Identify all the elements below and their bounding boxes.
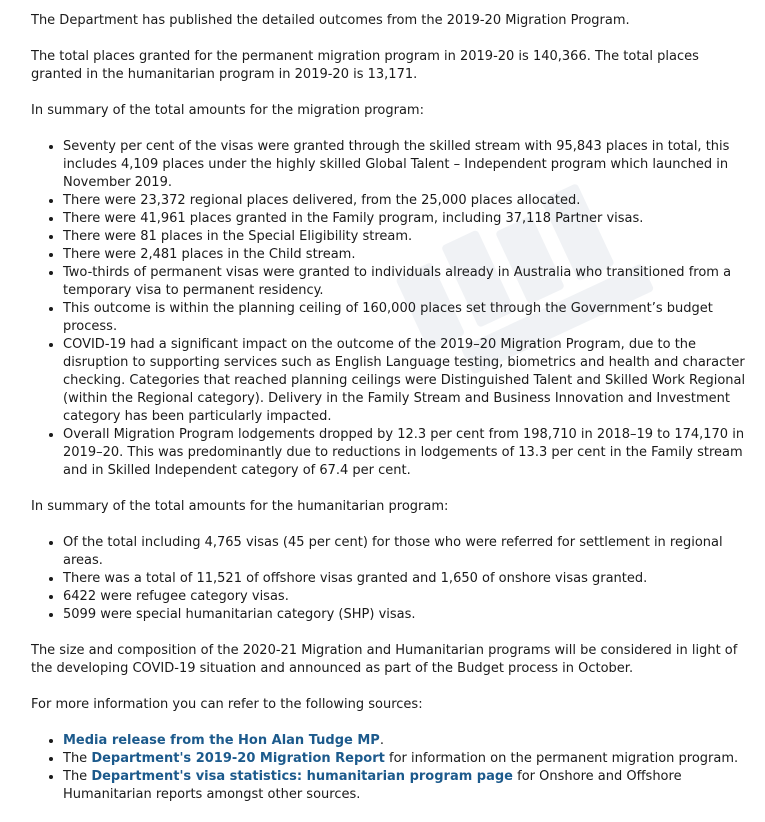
sources-heading: For more information you can refer to the following sources: [31,697,423,712]
size-composition-paragraph: The size and composition of the 2020-21 Migration and Humanitarian programs will be considered in light of the developing COVID-19 situation and announced as part of the Budget process in October. [31,643,738,676]
list-item: • Overall Migration Program lodgements dropped by 12.3 per cent from 198,710 in 2018–19 to 174,170 in 2019–20. This was predominantly due to reductions in lodgements of 13.3 per cent in the Family stream and in Skilled Independent category of 67.4 per cent. [63,426,753,480]
list-item: • Of the total including 4,765 visas (45 per cent) for those who were referred for settlement in regional areas. [63,534,753,570]
list-item: • There were 23,372 regional places delivered, from the 25,000 places allocated. [63,192,753,210]
list-item: • There were 41,961 places granted in the Family program, including 37,118 Partner visas. [63,210,753,228]
visa-statistics-link[interactable]: Department's visa statistics: humanitarian program page [91,769,513,784]
list-item: • 6422 were refugee category visas. [63,588,753,606]
source-suffix: for information on the permanent migration program. [384,751,739,766]
list-item: • 5099 were special humanitarian category (SHP) visas. [63,606,753,624]
list-item: • Seventy per cent of the visas were granted through the skilled stream with 95,843 places in total, this includes 4,109 places under the highly skilled Global Talent – Independent program which launched in November 2019. [63,138,753,192]
source-item-migration-report [63,750,753,768]
list-item: • Two-thirds of permanent visas were granted to individuals already in Australia who transitioned from a temporary visa to permanent residency. [63,264,753,300]
migration-summary-heading: In summary of the total amounts for the migration program: [31,103,424,118]
intro-paragraph: The Department has published the detailed outcomes from the 2019-20 Migration Program. [31,13,630,28]
totals-paragraph: The total places granted for the permanent migration program in 2019-20 is 140,366. The total places granted in the humanitarian program in 2019-20 is 13,171. [31,49,699,82]
list-item: • There were 2,481 places in the Child stream. [63,246,753,264]
source-prefix: The [63,769,92,784]
article-body [31,12,753,822]
humanitarian-list [31,534,753,624]
sources-list [31,732,753,804]
source-suffix: for Onshore and Offshore Humanitarian reports amongst other sources. [63,769,682,802]
source-suffix: . [379,733,384,748]
list-item: • There was a total of 11,521 of offshore visas granted and 1,650 of onshore visas granted. [63,570,753,588]
source-item-media-release [63,732,753,750]
media-release-link[interactable]: Media release from the Hon Alan Tudge MP [63,733,380,748]
migration-list [31,138,753,480]
source-item-visa-statistics [63,768,753,804]
source-prefix: The [63,751,92,766]
list-item: • This outcome is within the planning ceiling of 160,000 places set through the Government’s budget process. [63,300,753,336]
list-item: • COVID-19 had a significant impact on the outcome of the 2019–20 Migration Program, due to the disruption to supporting services such as English Language testing, biometrics and health and character checking. Categories that reached planning ceilings were Distinguished Talent and Skilled Work Regional (within the Regional category). Delivery in the Family Stream and Business Innovation and Investment category has been particularly impacted. [63,336,753,426]
migration-report-link[interactable]: Department's 2019-20 Migration Report [91,751,385,766]
humanitarian-summary-heading: In summary of the total amounts for the humanitarian program: [31,499,449,514]
list-item: • There were 81 places in the Special Eligibility stream. [63,228,753,246]
